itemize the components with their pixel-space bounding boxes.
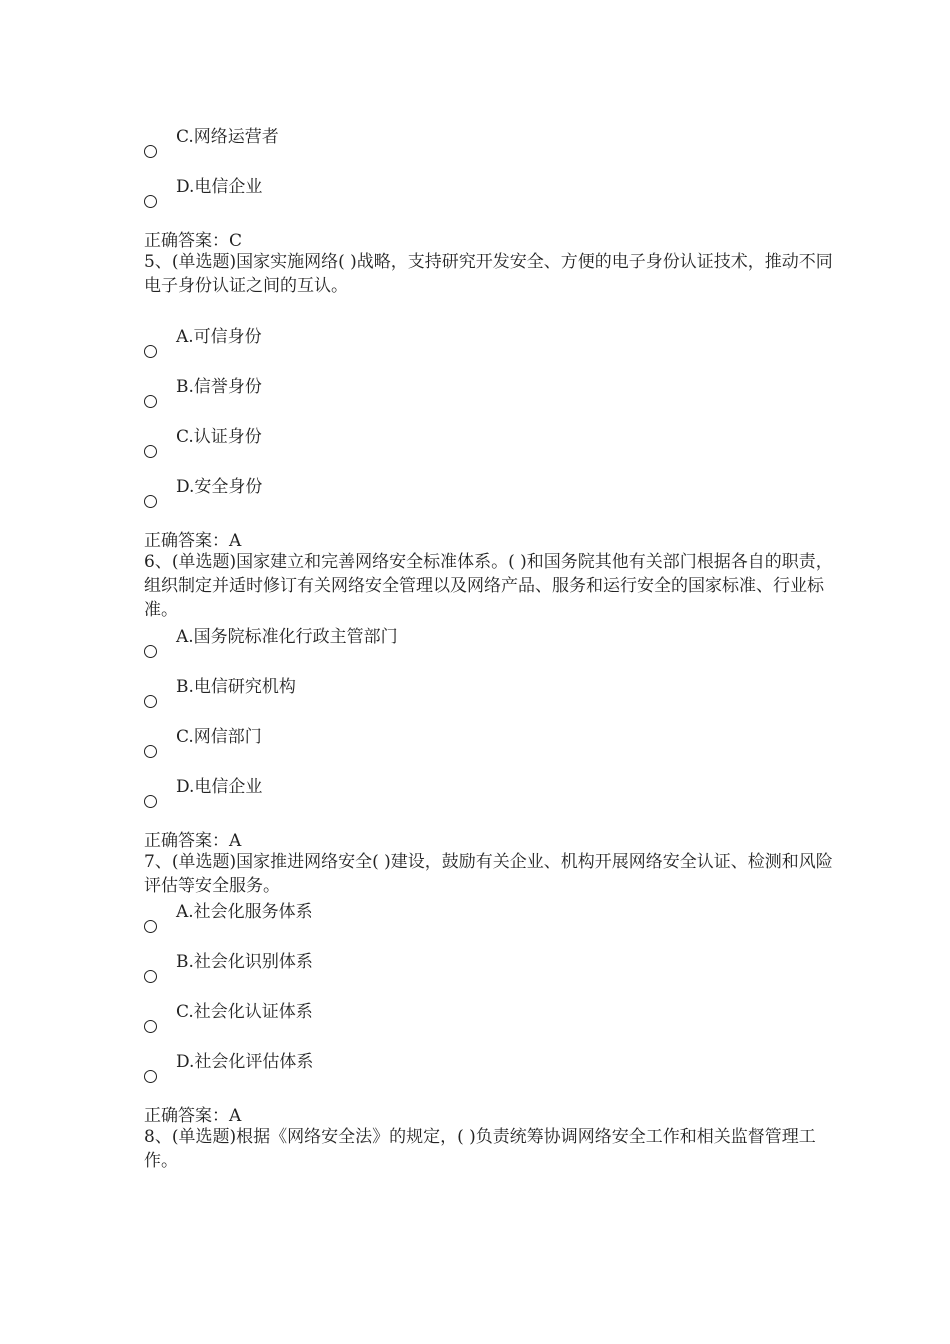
option-label: D.电信企业 [176, 177, 263, 197]
radio-button[interactable] [144, 495, 157, 508]
radio-button[interactable] [144, 195, 157, 208]
radio-button[interactable] [144, 1020, 157, 1033]
radio-button[interactable] [144, 1070, 157, 1083]
option-label: C.认证身份 [176, 427, 262, 447]
option-label: A.社会化服务体系 [176, 902, 313, 922]
radio-button[interactable] [144, 345, 157, 358]
option-label: D.社会化评估体系 [176, 1052, 314, 1072]
radio-button[interactable] [144, 920, 157, 933]
question-stem: 6、(单选题)国家建立和完善网络安全标准体系。( )和国务院其他有关部门根据各自的职责，组织制定并适时修订有关网络安全管理以及网络产品、服务和运行安全的国家标准、行业标准。 [144, 552, 833, 620]
radio-button[interactable] [144, 445, 157, 458]
option-label: B.社会化识别体系 [176, 952, 313, 972]
radio-button[interactable] [144, 645, 157, 658]
option-label: A.可信身份 [176, 327, 262, 347]
question-stem: 7、(单选题)国家推进网络安全( )建设，鼓励有关企业、机构开展网络安全认证、检测和风险评估等安全服务。 [144, 852, 833, 896]
question-stem: 5、(单选题)国家实施网络( )战略，支持研究开发安全、方便的电子身份认证技术，推动不同电子身份认证之间的互认。 [144, 252, 833, 296]
option-label: B.信誉身份 [176, 377, 262, 397]
radio-button[interactable] [144, 145, 157, 158]
option-label: C.网络运营者 [176, 127, 279, 147]
option-label: C.网信部门 [176, 727, 262, 747]
radio-button[interactable] [144, 970, 157, 983]
correct-answer: 正确答案：C [144, 231, 243, 251]
radio-button[interactable] [144, 695, 157, 708]
option-label: B.电信研究机构 [176, 677, 296, 697]
correct-answer: 正确答案：A [144, 531, 242, 551]
correct-answer: 正确答案：A [144, 1106, 242, 1126]
radio-button[interactable] [144, 745, 157, 758]
question-stem: 8、(单选题)根据《网络安全法》的规定，( )负责统筹协调网络安全工作和相关监督管理工作。 [144, 1127, 816, 1171]
option-label: A.国务院标准化行政主管部门 [176, 627, 398, 647]
option-label: D.安全身份 [176, 477, 263, 497]
radio-button[interactable] [144, 795, 157, 808]
option-label: D.电信企业 [176, 777, 263, 797]
correct-answer: 正确答案：A [144, 831, 242, 851]
radio-button[interactable] [144, 395, 157, 408]
option-label: C.社会化认证体系 [176, 1002, 313, 1022]
